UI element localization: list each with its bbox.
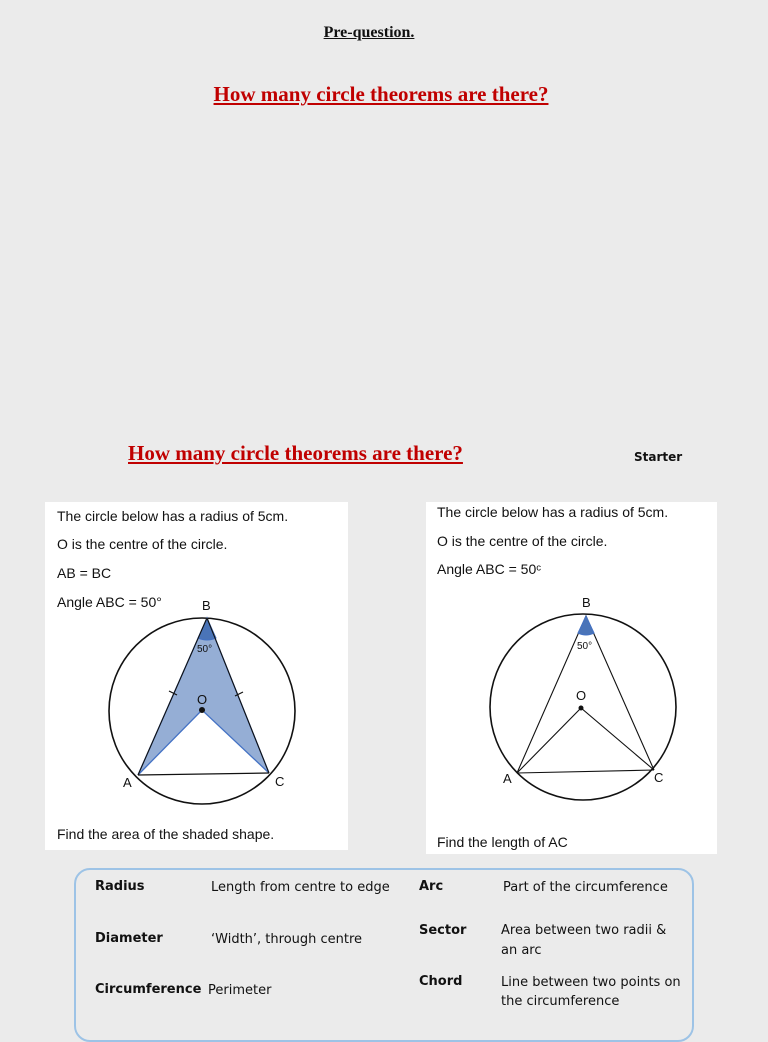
left-angle-marker bbox=[198, 618, 216, 640]
left-card-task: Find the area of the shaded shape. bbox=[57, 826, 275, 842]
right-label-b: B bbox=[582, 595, 591, 610]
desc-arc: Part of the circumference bbox=[503, 880, 668, 895]
headline-bottom: How many circle theorems are there? bbox=[128, 441, 463, 465]
definitions-box bbox=[74, 868, 694, 1042]
right-card-line-1: The circle below has a radius of 5cm. bbox=[437, 504, 669, 520]
right-label-o: O bbox=[576, 688, 587, 703]
term-diameter: Diameter bbox=[95, 931, 163, 946]
starter-label: Starter bbox=[634, 450, 683, 464]
term-arc: Arc bbox=[419, 879, 444, 894]
pre-question-heading: Pre-question. bbox=[323, 24, 415, 41]
desc-radius: Length from centre to edge bbox=[211, 880, 390, 895]
left-chord-ac bbox=[138, 773, 269, 775]
desc-circumference: Perimeter bbox=[208, 983, 272, 998]
term-chord: Chord bbox=[419, 974, 463, 989]
right-label-c: C bbox=[654, 770, 664, 785]
desc-diameter: ‘Width’, through centre bbox=[211, 932, 363, 947]
right-centre-dot bbox=[579, 706, 584, 711]
left-label-a: A bbox=[123, 775, 132, 790]
right-question-card bbox=[426, 502, 717, 854]
right-angle-label: 50° bbox=[577, 641, 593, 652]
left-centre-dot bbox=[199, 707, 205, 713]
desc-sector-line-1: Area between two radii & bbox=[501, 923, 667, 938]
right-label-a: A bbox=[503, 771, 512, 786]
desc-sector-line-2: an arc bbox=[501, 943, 542, 958]
desc-chord-line-2: the circumference bbox=[501, 994, 620, 1009]
left-question-card bbox=[45, 502, 348, 850]
left-card-line-2: O is the centre of the circle. bbox=[57, 536, 228, 552]
right-card-line-3: Angle ABC = 50ᶜ bbox=[437, 561, 542, 577]
headline-top: How many circle theorems are there? bbox=[213, 82, 549, 106]
left-label-o: O bbox=[197, 692, 208, 707]
desc-chord-line-1: Line between two points on bbox=[501, 975, 681, 990]
right-chord-ac bbox=[517, 770, 654, 773]
left-card-line-1: The circle below has a radius of 5cm. bbox=[57, 508, 289, 524]
right-card-task: Find the length of AC bbox=[437, 834, 568, 850]
term-sector: Sector bbox=[419, 923, 467, 938]
term-radius: Radius bbox=[95, 879, 145, 894]
right-card-line-2: O is the centre of the circle. bbox=[437, 533, 608, 549]
right-radii bbox=[517, 708, 654, 773]
term-circumference: Circumference bbox=[95, 982, 202, 997]
left-circle-diagram bbox=[45, 502, 348, 850]
left-label-b: B bbox=[202, 598, 211, 613]
left-label-c: C bbox=[275, 774, 285, 789]
left-card-line-3: AB = BC bbox=[57, 565, 112, 581]
left-card-line-4: Angle ABC = 50° bbox=[57, 594, 162, 610]
right-angle-marker bbox=[578, 616, 594, 635]
right-circle-diagram bbox=[426, 502, 717, 854]
left-angle-label: 50° bbox=[197, 644, 213, 655]
